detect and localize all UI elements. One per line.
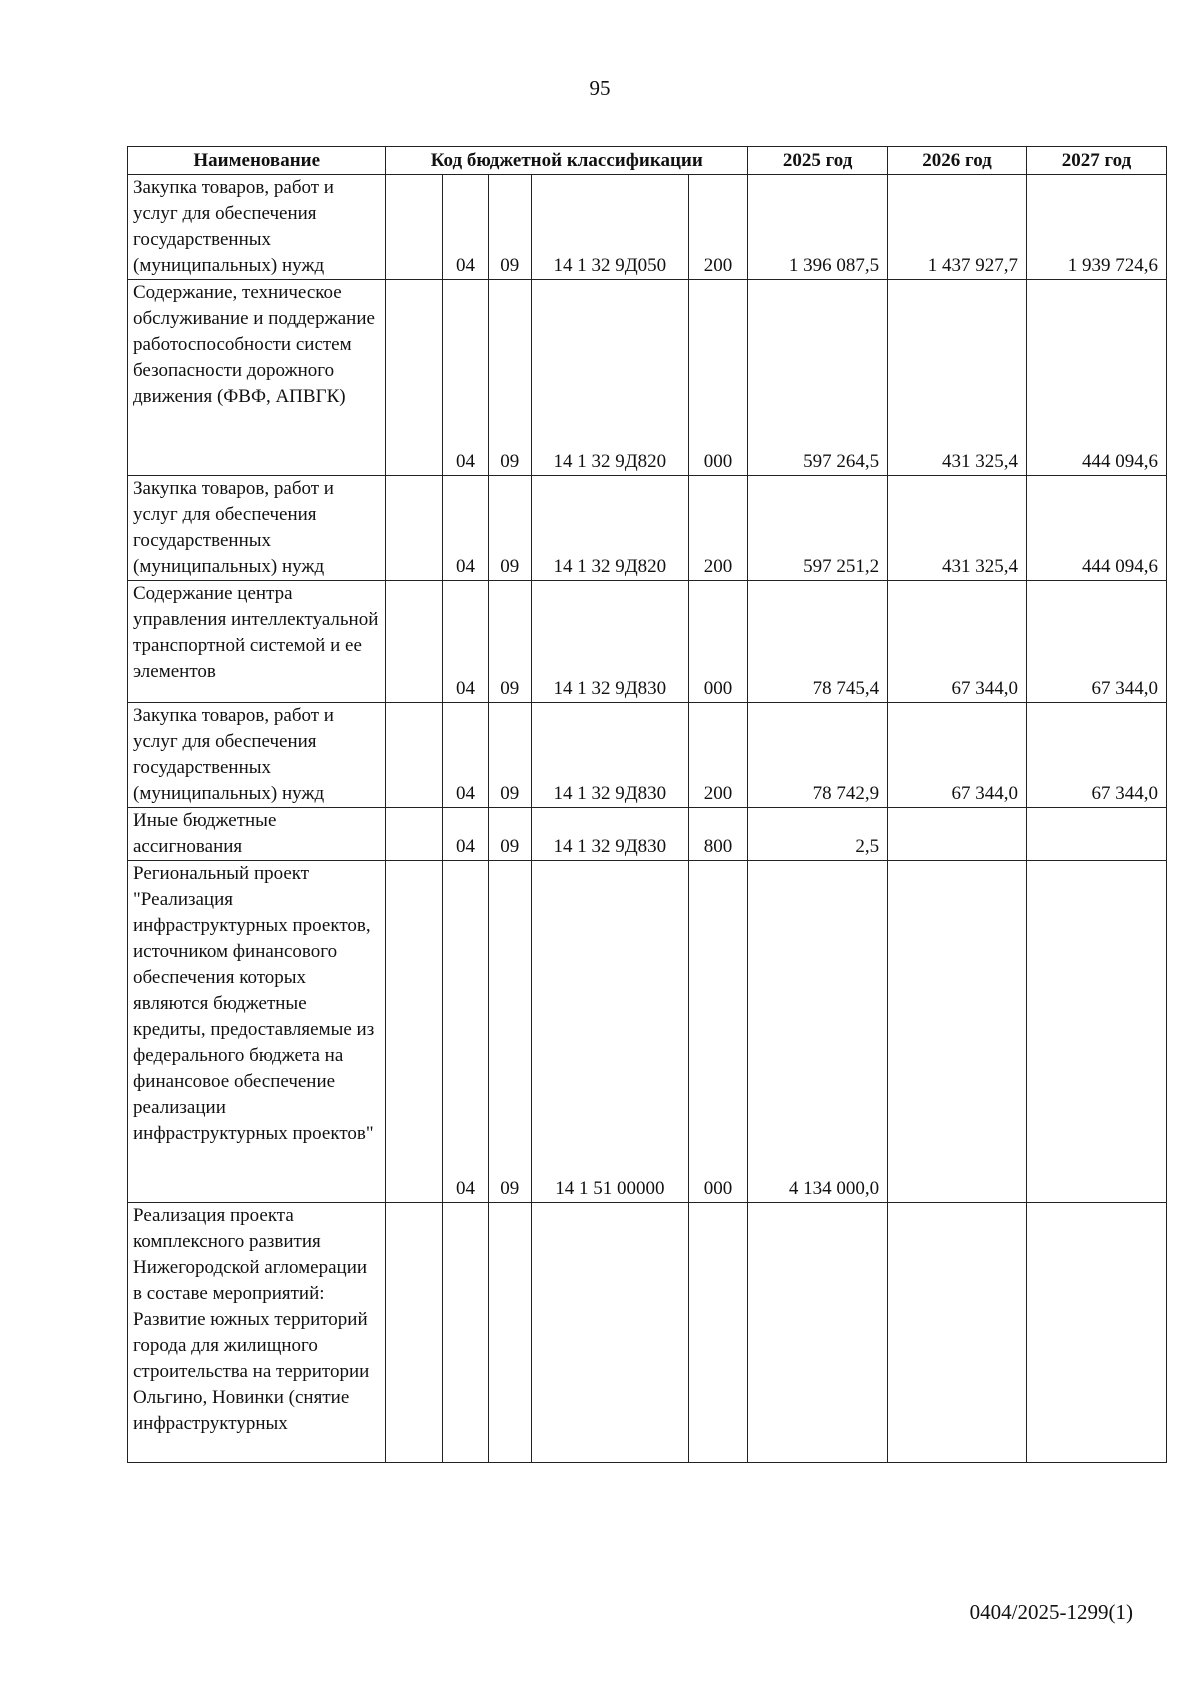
table-row [128,861,1167,1203]
value-2025: 1 396 087,5 [748,175,888,280]
code-subsection: 09 [488,703,531,808]
code-blank [386,175,443,280]
code-expense-type: 000 [688,581,747,703]
code-section: 04 [443,175,488,280]
value-2026: 431 325,4 [888,280,1027,476]
header-code: Код бюджетной классификации [386,147,748,175]
value-2026 [888,1203,1027,1463]
value-2027 [1026,1203,1166,1463]
code-target-article: 14 1 32 9Д830 [531,581,688,703]
code-target-article: 14 1 51 00000 [531,861,688,1203]
code-blank [386,476,443,581]
code-subsection: 09 [488,861,531,1203]
header-row [128,147,1167,175]
code-blank [386,703,443,808]
page-number: 95 [589,76,611,100]
header-name: Наименование [128,147,386,175]
code-subsection [488,1203,531,1463]
code-section: 04 [443,861,488,1203]
code-section: 04 [443,476,488,581]
header-2027: 2027 год [1026,147,1166,175]
table-body [128,175,1167,1463]
table-row [128,280,1167,476]
code-section: 04 [443,581,488,703]
code-subsection: 09 [488,808,531,861]
code-subsection: 09 [488,581,531,703]
budget-table [127,146,1167,1463]
value-2025: 597 251,2 [748,476,888,581]
code-blank [386,861,443,1203]
code-expense-type [688,1203,747,1463]
value-2025: 78 745,4 [748,581,888,703]
value-2025: 4 134 000,0 [748,861,888,1203]
header-2026: 2026 год [888,147,1027,175]
value-2025: 78 742,9 [748,703,888,808]
table-row [128,175,1167,280]
value-2027: 67 344,0 [1026,581,1166,703]
row-name: Закупка товаров, работ и услуг для обеспечения государственных (муниципальных) нужд [128,175,386,280]
code-target-article: 14 1 32 9Д050 [531,175,688,280]
value-2027: 444 094,6 [1026,280,1166,476]
value-2026 [888,861,1027,1203]
table-row [128,1203,1167,1463]
table-row [128,581,1167,703]
code-target-article: 14 1 32 9Д830 [531,703,688,808]
row-name: Закупка товаров, работ и услуг для обеспечения государственных (муниципальных) нужд [128,476,386,581]
code-blank [386,808,443,861]
table-row [128,476,1167,581]
code-expense-type: 000 [688,280,747,476]
code-expense-type: 000 [688,861,747,1203]
value-2025: 2,5 [748,808,888,861]
row-name: Содержание центра управления интеллектуальной транспортной системой и ее элементов [128,581,386,703]
row-name: Содержание, техническое обслуживание и поддержание работоспособности систем безопасности дорожного движения (ФВФ, АПВГК) [128,280,386,476]
value-2025: 597 264,5 [748,280,888,476]
row-name: Иные бюджетные ассигнования [128,808,386,861]
value-2026 [888,808,1027,861]
table-row [128,808,1167,861]
code-section [443,1203,488,1463]
value-2026: 431 325,4 [888,476,1027,581]
value-2026: 67 344,0 [888,581,1027,703]
value-2027 [1026,861,1166,1203]
value-2026: 67 344,0 [888,703,1027,808]
code-expense-type: 800 [688,808,747,861]
code-blank [386,280,443,476]
value-2027: 1 939 724,6 [1026,175,1166,280]
document-id: 0404/2025-1299(1) [969,1600,1133,1624]
table-row [128,703,1167,808]
code-expense-type: 200 [688,703,747,808]
value-2027 [1026,808,1166,861]
header-2025: 2025 год [748,147,888,175]
row-name: Реализация проекта комплексного развития Нижегородской агломерации в составе мероприятий: Развитие южных территорий города для жилищного строительства на территории Ольгино, Новинки (снятие инфраструктурных [128,1203,386,1463]
code-target-article [531,1203,688,1463]
code-subsection: 09 [488,280,531,476]
row-name: Закупка товаров, работ и услуг для обеспечения государственных (муниципальных) нужд [128,703,386,808]
code-section: 04 [443,808,488,861]
row-name: Региональный проект "Реализация инфраструктурных проектов, источником финансового обеспечения которых являются бюджетные кредиты, предоставляемые из федерального бюджета на финансовое обеспечение реализации инфраструктурных проектов" [128,861,386,1203]
code-expense-type: 200 [688,476,747,581]
value-2027: 67 344,0 [1026,703,1166,808]
code-section: 04 [443,703,488,808]
code-target-article: 14 1 32 9Д820 [531,280,688,476]
code-target-article: 14 1 32 9Д830 [531,808,688,861]
code-subsection: 09 [488,476,531,581]
code-target-article: 14 1 32 9Д820 [531,476,688,581]
code-blank [386,1203,443,1463]
code-blank [386,581,443,703]
code-section: 04 [443,280,488,476]
value-2026: 1 437 927,7 [888,175,1027,280]
value-2027: 444 094,6 [1026,476,1166,581]
value-2025 [748,1203,888,1463]
code-subsection: 09 [488,175,531,280]
code-expense-type: 200 [688,175,747,280]
